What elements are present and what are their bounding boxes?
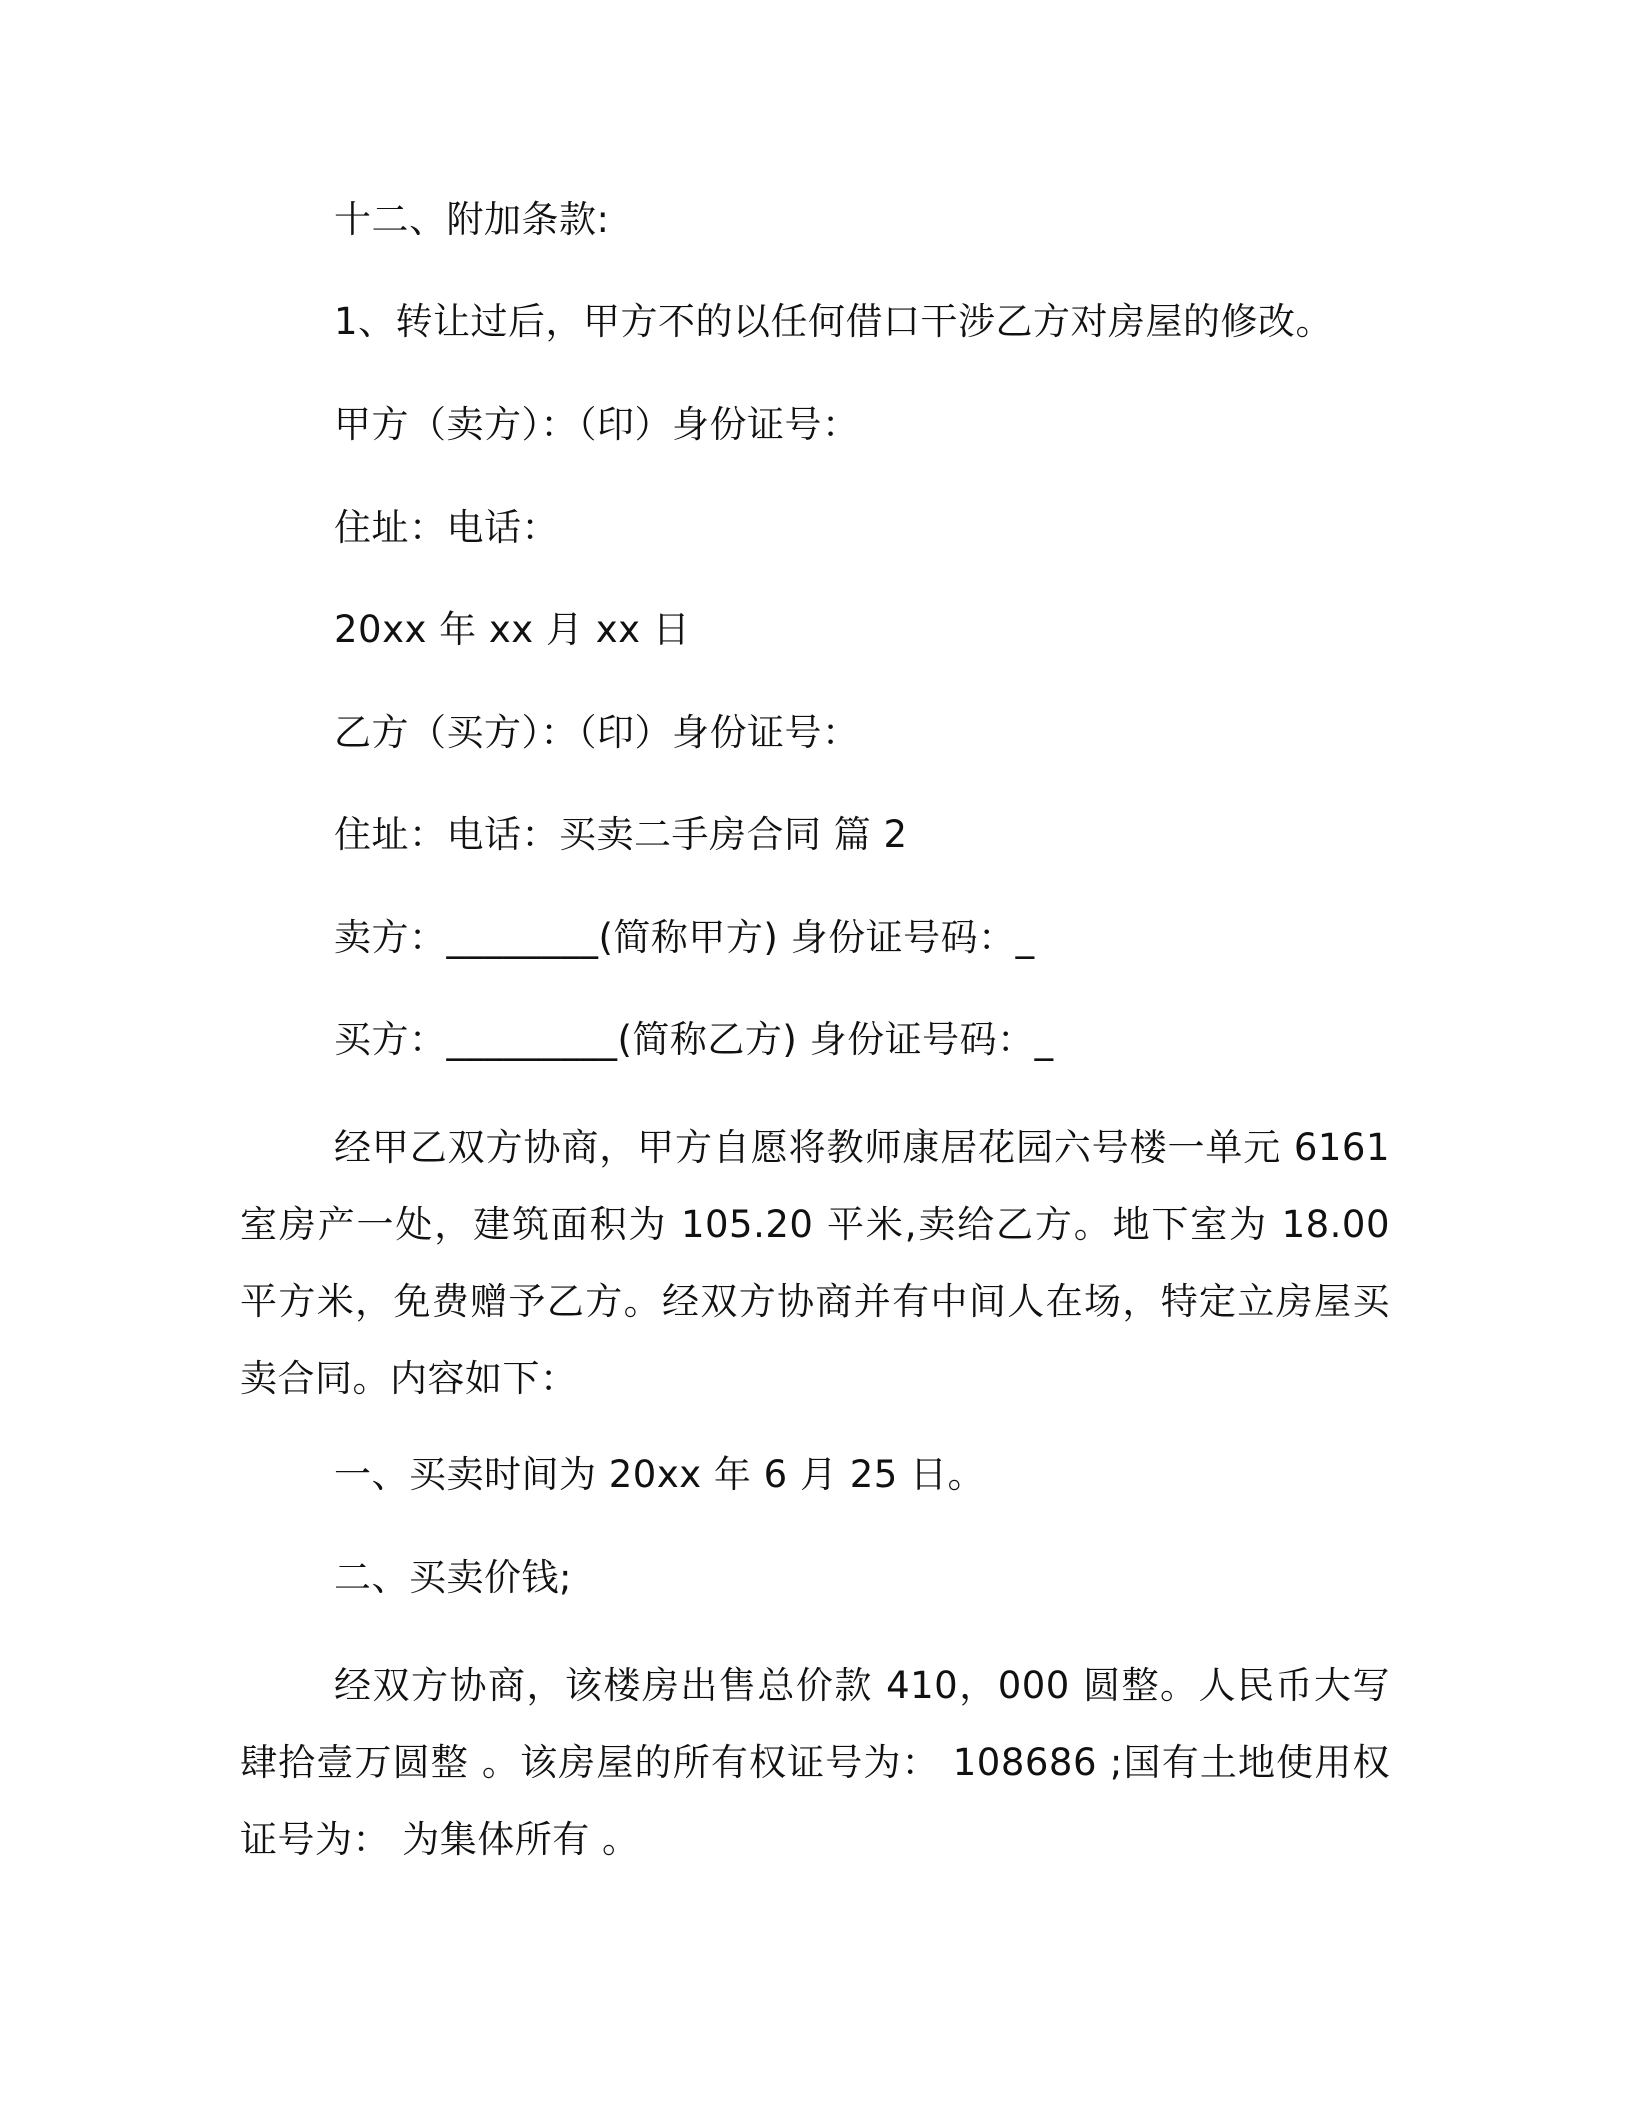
price-paragraph: 经双方协商，该楼房出售总价款 410，000 圆整。人民币大写 肆拾壹万圆整 。该房屋的所有权证号为： 108686 ;国有土地使用权证号为： 为集体所有 。 [240,1664,1390,1861]
party-a-address-phone: 住址：电话： [334,506,559,549]
party-b-signature-line: 乙方（买方）：（印）身份证号： [334,711,860,754]
contract-intro-paragraph: 经甲乙双方协商，甲方自愿将教师康居花园六号楼一单元 6161 室房产一处，建筑面积为 105.20 平米,卖给乙方。地下室为 18.00 平方米，免费赠予乙方。经双方协商并有中间人在场，特定立房屋买卖合同。内容如下： [240,1126,1390,1400]
buyer-line: 买方：_________(简称乙方) 身份证号码：_ [334,1018,1054,1061]
seller-line: 卖方：________(简称甲方) 身份证号码：_ [334,916,1035,959]
party-b-address-phone: 住址：电话：买卖二手房合同 篇 2 [334,813,908,856]
additional-term-1: 1、转让过后，甲方不的以任何借口干涉乙方对房屋的修改。 [334,300,1334,343]
clause-2-heading: 二、买卖价钱; [334,1556,572,1599]
party-a-signature-line: 甲方（卖方）：（印）身份证号： [334,403,860,446]
section-heading-additional-terms: 十二、附加条款: [334,198,610,241]
signing-date: 20xx 年 xx 月 xx 日 [334,608,691,651]
clause-1-sale-time: 一、买卖时间为 20xx 年 6 月 25 日。 [334,1453,986,1496]
